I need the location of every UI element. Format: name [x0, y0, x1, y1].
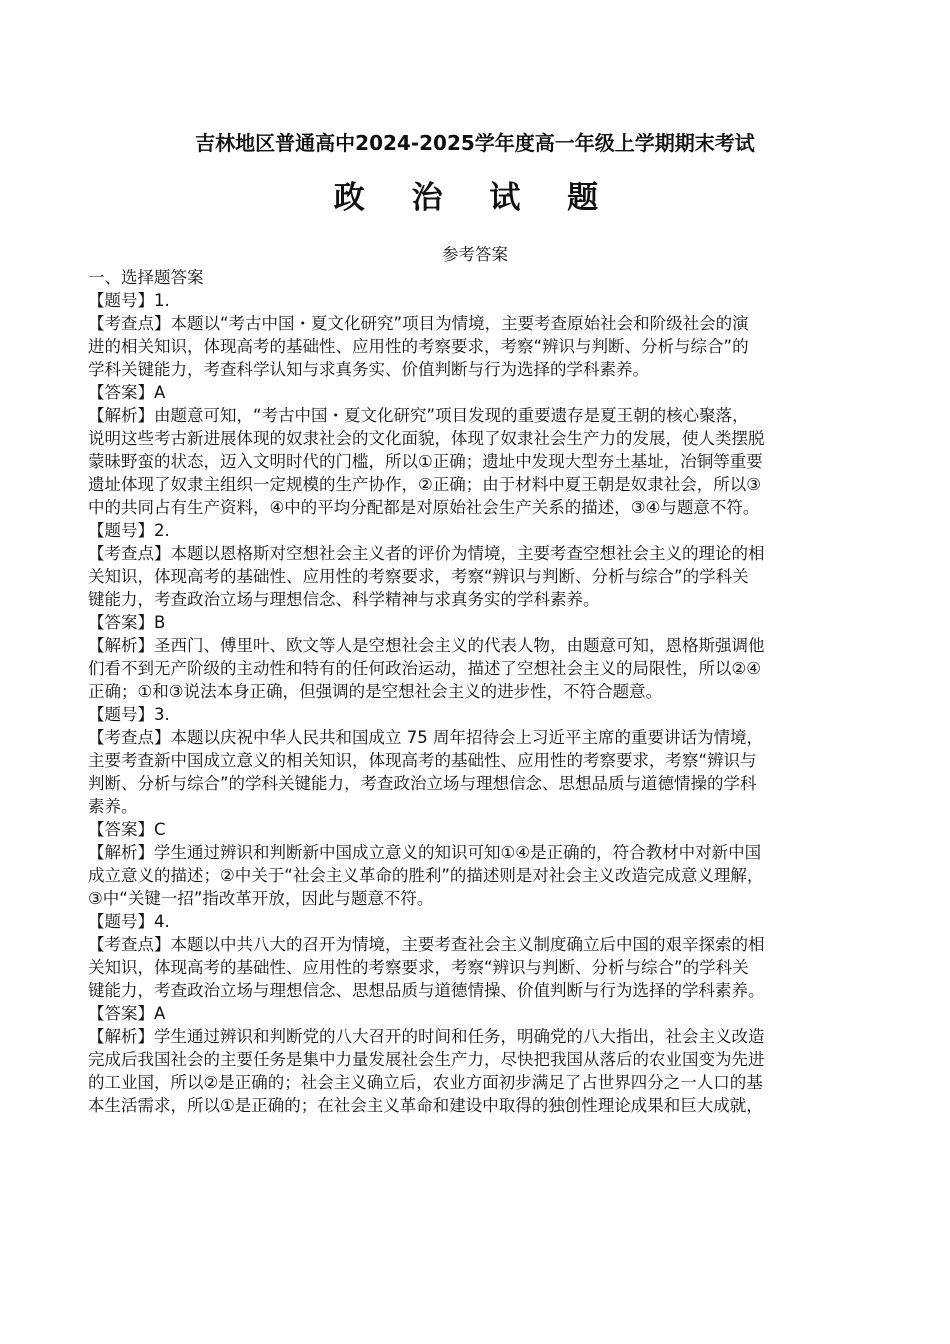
analysis-line: 中的共同占有生产资料，④中的平均分配都是对原始社会生产关系的描述，③④与题意不符。	[88, 498, 760, 517]
exam-point-line: 进的相关知识，体现高考的基础性、应用性的考察要求，考察“辨识与判断、分析与综合”的	[88, 337, 749, 356]
exam-point-line: 【考查点】本题以“考古中国・夏文化研究”项目为情境，主要考查原始社会和阶级社会的演	[88, 314, 749, 333]
exam-point-line: 键能力，考查政治立场与理想信念、科学精神与求真务实的学科素养。	[88, 590, 600, 609]
exam-point-line: 关知识，体现高考的基础性、应用性的考察要求，考察“辨识与判断、分析与综合”的学科关	[88, 958, 749, 977]
analysis-line: 遗址体现了奴隶主组织一定规模的生产协作，②正确；由于材料中夏王朝是奴隶社会，所以③	[88, 475, 762, 494]
analysis-line: 本生活需求，所以①是正确的；在社会主义革命和建设中取得的独创性理论成果和巨大成就，	[88, 1096, 763, 1115]
question-block	[88, 910, 872, 1117]
question-number: 【题号】4.	[88, 912, 170, 931]
exam-point-line: 【考查点】本题以庆祝中华人民共和国成立 75 周年招待会上习近平主席的重要讲话为情境，	[88, 728, 763, 747]
analysis-line: 成立意义的描述；②中关于“社会主义革命的胜利”的描述则是对社会主义改造完成意义理解，	[88, 866, 764, 885]
answer-line: 【答案】C	[88, 820, 166, 839]
answer-line: 【答案】A	[88, 1004, 166, 1023]
exam-point-line: 【考查点】本题以恩格斯对空想社会主义者的评价为情境，主要考查空想社会主义的理论的相	[88, 544, 765, 563]
answer-content	[88, 266, 872, 1117]
section-heading: 一、选择题答案	[88, 268, 204, 287]
analysis-line: 完成后我国社会的主要任务是集中力量发展社会生产力，尽快把我国从落后的农业国变为先进	[88, 1050, 765, 1069]
exam-point-line: 关知识，体现高考的基础性、应用性的考察要求，考察“辨识与判断、分析与综合”的学科关	[88, 567, 749, 586]
exam-point-line: 【考查点】本题以中共八大的召开为情境，主要考查社会主义制度确立后中国的艰辛探索的相	[88, 935, 765, 954]
subject-title: 政 治 试 题	[333, 180, 617, 216]
answer-line: 【答案】B	[88, 613, 166, 632]
exam-point-line: 素养。	[88, 797, 138, 816]
exam-title: 吉林地区普通高中2024-2025学年度高一年级上学期期末考试	[195, 131, 755, 155]
exam-point-line: 主要考查新中国成立意义的相关知识，体现高考的基础性、应用性的考察要求，考察“辨识与	[88, 751, 757, 770]
analysis-line: 【解析】学生通过辨识和判断新中国成立意义的知识可知①④是正确的，符合教材中对新中国	[88, 843, 762, 862]
question-number: 【题号】1.	[88, 291, 170, 310]
answer-line: 【答案】A	[88, 383, 166, 402]
question-block	[88, 289, 872, 519]
analysis-line: 【解析】由题意可知，“考古中国・夏文化研究”项目发现的重要遗存是夏王朝的核心聚落，	[88, 406, 749, 425]
analysis-line: 正确；①和③说法本身正确，但强调的是空想社会主义的进步性，不符合题意。	[88, 682, 663, 701]
question-block	[88, 703, 872, 910]
exam-point-line: 学科关键能力，考查科学认知与求真务实、价值判断与行为选择的学科素养。	[88, 360, 649, 379]
analysis-line: 说明这些考古新进展体现的奴隶社会的文化面貌，体现了奴隶社会生产力的发展，使人类摆脱	[88, 429, 765, 448]
reference-answer-label: 参考答案	[442, 245, 508, 264]
question-number: 【题号】3.	[88, 705, 170, 724]
analysis-line: ③中“关键一招”指改革开放，因此与题意不符。	[88, 889, 434, 908]
analysis-line: 们看不到无产阶级的主动性和特有的任何政治运动，描述了空想社会主义的局限性，所以②④	[88, 659, 762, 678]
analysis-line: 的工业国，所以②是正确的；社会主义确立后，农业方面初步满足了占世界四分之一人口的基	[88, 1073, 763, 1092]
analysis-line: 【解析】圣西门、傅里叶、欧文等人是空想社会主义的代表人物，由题意可知，恩格斯强调他	[88, 636, 765, 655]
question-block	[88, 519, 872, 703]
analysis-line: 蒙昧野蛮的状态，迈入文明时代的门槛，所以①正确；遗址中发现大型夯土基址，冶铜等重要	[88, 452, 763, 471]
exam-point-line: 键能力，考查政治立场与理想信念、思想品质与道德情操、价值判断与行为选择的学科素养。	[88, 981, 765, 1000]
question-number: 【题号】2.	[88, 521, 170, 540]
exam-point-line: 判断、分析与综合”的学科关键能力，考查政治立场与理想信念、思想品质与道德情操的学科	[88, 774, 757, 793]
analysis-line: 【解析】学生通过辨识和判断党的八大召开的时间和任务，明确党的八大指出，社会主义改造	[88, 1027, 765, 1046]
